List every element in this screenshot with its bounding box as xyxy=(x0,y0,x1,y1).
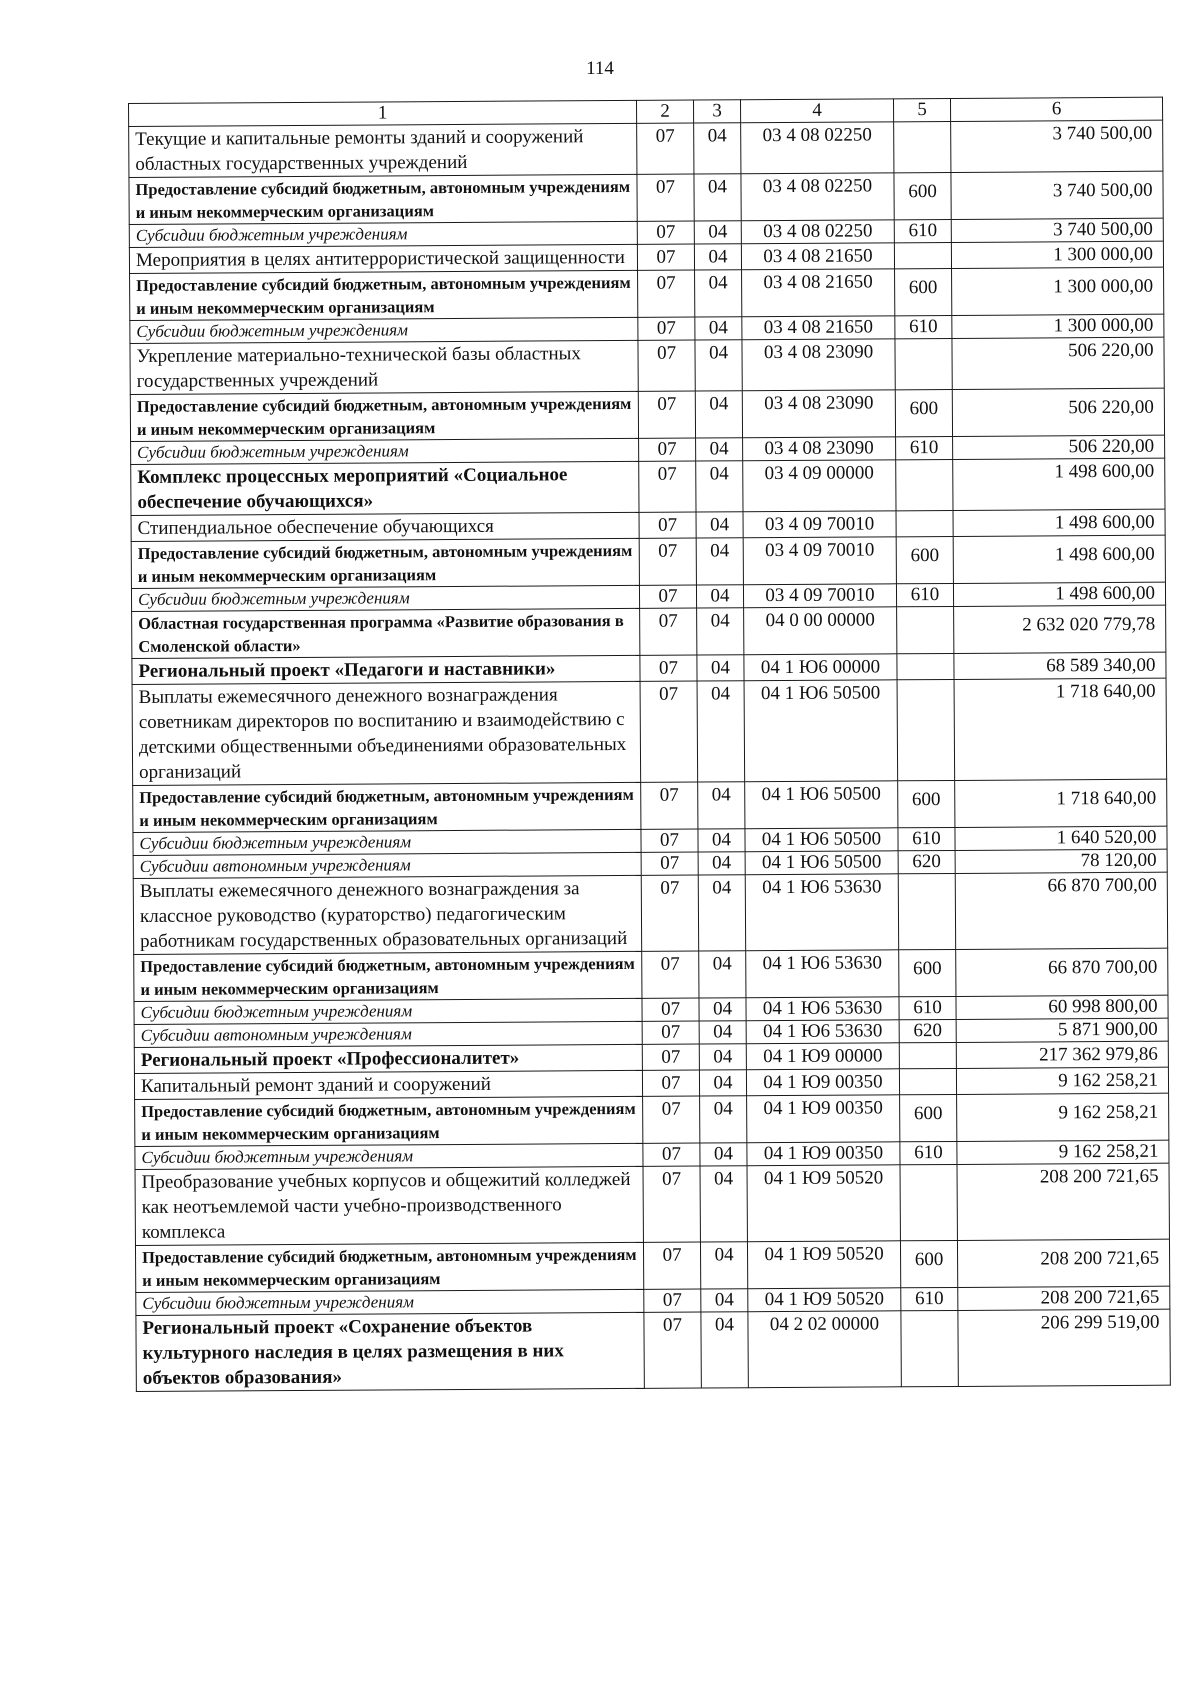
cell-expense-type: 600 xyxy=(895,268,952,315)
cell-expense-type: 620 xyxy=(899,1019,956,1042)
cell-expense-type: 610 xyxy=(894,219,951,242)
cell-subsection: 04 xyxy=(696,512,743,538)
cell-name: Субсидии бюджетным учреждениям xyxy=(135,1143,643,1169)
cell-target-article: 04 1 Ю9 50520 xyxy=(747,1241,900,1289)
cell-subsection: 04 xyxy=(699,951,746,998)
cell-name: Региональный проект «Профессионалитет» xyxy=(134,1044,642,1073)
cell-section: 07 xyxy=(644,1312,701,1388)
cell-amount: 60 998 800,00 xyxy=(956,995,1168,1019)
header-cell-expense-type: 5 xyxy=(893,98,950,121)
cell-amount: 1 300 000,00 xyxy=(952,314,1164,338)
cell-name: Текущие и капитальные ремонты зданий и сооружений областных государственных учреждений xyxy=(129,123,637,177)
cell-subsection: 04 xyxy=(694,174,741,221)
cell-target-article: 03 4 09 70010 xyxy=(743,584,896,608)
cell-amount: 506 220,00 xyxy=(952,388,1164,436)
cell-expense-type xyxy=(896,459,953,510)
cell-expense-type: 610 xyxy=(900,1141,957,1164)
cell-target-article: 03 4 09 70010 xyxy=(743,537,896,585)
cell-target-article: 03 4 08 21650 xyxy=(742,316,895,340)
cell-section: 07 xyxy=(637,221,694,244)
table-row xyxy=(135,1163,1169,1245)
cell-amount: 208 200 721,65 xyxy=(957,1239,1169,1287)
cell-amount: 3 740 500,00 xyxy=(951,218,1163,242)
cell-section: 07 xyxy=(642,998,699,1021)
cell-target-article: 03 4 08 23090 xyxy=(742,339,895,391)
cell-target-article: 04 1 Ю6 50500 xyxy=(744,680,898,782)
cell-name: Мероприятия в целях антитеррористической защищенности xyxy=(129,244,637,273)
cell-target-article: 03 4 08 02250 xyxy=(741,173,894,221)
cell-section: 07 xyxy=(644,1289,701,1312)
cell-name: Комплекс процессных мероприятий «Социальное обеспечение обучающихся» xyxy=(131,461,639,515)
cell-section: 07 xyxy=(643,1242,700,1289)
cell-expense-type: 610 xyxy=(896,583,953,606)
cell-section: 07 xyxy=(641,782,698,829)
cell-section: 07 xyxy=(643,1096,700,1143)
cell-expense-type xyxy=(900,1164,957,1240)
cell-expense-type xyxy=(897,606,954,653)
cell-section: 07 xyxy=(642,1021,699,1044)
cell-amount: 9 162 258,21 xyxy=(957,1140,1169,1164)
table-row xyxy=(133,779,1167,832)
cell-name: Региональный проект «Сохранение объектов культурного наследия в целях размещения в них объектов образования» xyxy=(136,1312,644,1391)
cell-subsection: 04 xyxy=(695,340,742,391)
cell-name: Областная государственная программа «Развитие образования в Смоленской области» xyxy=(132,608,640,658)
cell-target-article: 04 1 Ю6 53630 xyxy=(746,997,899,1021)
cell-subsection: 04 xyxy=(698,782,745,829)
table-body xyxy=(129,120,1171,1391)
cell-subsection: 04 xyxy=(695,317,742,340)
cell-name: Субсидии бюджетным учреждениям xyxy=(129,221,637,247)
cell-section: 07 xyxy=(637,174,694,221)
cell-target-article: 04 1 Ю6 53630 xyxy=(746,950,899,998)
cell-expense-type: 610 xyxy=(896,436,953,459)
cell-subsection: 04 xyxy=(699,1070,746,1096)
cell-subsection: 04 xyxy=(698,829,745,852)
header-cell-name: 1 xyxy=(129,100,637,126)
cell-target-article: 04 1 Ю9 00000 xyxy=(746,1043,899,1070)
cell-expense-type xyxy=(894,242,951,268)
cell-target-article: 04 1 Ю9 00350 xyxy=(746,1069,899,1096)
cell-subsection: 04 xyxy=(700,1242,747,1289)
cell-amount: 9 162 258,21 xyxy=(957,1093,1169,1141)
cell-name: Предоставление субсидий бюджетным, автономным учреждениям и иным некоммерческим организациям xyxy=(131,538,639,588)
cell-name: Предоставление субсидий бюджетным, автономным учреждениям и иным некоммерческим организациям xyxy=(129,174,637,224)
cell-subsection: 04 xyxy=(701,1312,748,1388)
header-cell-amount: 6 xyxy=(950,97,1162,121)
cell-expense-type xyxy=(896,510,953,536)
cell-section: 07 xyxy=(642,1070,699,1096)
cell-amount: 3 740 500,00 xyxy=(951,120,1163,172)
cell-section: 07 xyxy=(639,461,696,512)
cell-subsection: 04 xyxy=(695,270,742,317)
table-row xyxy=(131,535,1165,588)
cell-target-article: 03 4 08 21650 xyxy=(741,243,894,270)
cell-amount: 1 300 000,00 xyxy=(951,241,1163,268)
cell-section: 07 xyxy=(638,340,695,391)
header-cell-section: 2 xyxy=(636,100,693,123)
cell-name: Укрепление материально-технической базы областных государственных учреждений xyxy=(130,340,638,394)
cell-amount: 66 870 700,00 xyxy=(956,948,1168,996)
cell-amount: 208 200 721,65 xyxy=(957,1163,1169,1240)
budget-table xyxy=(128,97,1171,1392)
cell-expense-type: 600 xyxy=(895,389,952,436)
cell-name: Субсидии бюджетным учреждениям xyxy=(134,998,642,1024)
cell-subsection: 04 xyxy=(700,1166,747,1242)
cell-amount: 2 632 020 779,78 xyxy=(954,605,1166,653)
cell-subsection: 04 xyxy=(696,585,743,608)
cell-amount: 1 718 640,00 xyxy=(954,678,1167,780)
cell-target-article: 04 1 Ю9 00350 xyxy=(747,1142,900,1166)
cell-subsection: 04 xyxy=(699,998,746,1021)
cell-expense-type: 610 xyxy=(898,827,955,850)
table-row xyxy=(129,120,1163,177)
cell-section: 07 xyxy=(639,512,696,538)
cell-name: Субсидии автономным учреждениям xyxy=(133,852,641,878)
cell-expense-type: 600 xyxy=(900,1094,957,1141)
page-number: 114 xyxy=(586,58,614,79)
cell-subsection: 04 xyxy=(699,1044,746,1070)
cell-amount: 5 871 900,00 xyxy=(956,1018,1168,1042)
table-row xyxy=(134,948,1168,1001)
header-cell-subsection: 3 xyxy=(693,100,740,123)
cell-subsection: 04 xyxy=(700,1096,747,1143)
table-row xyxy=(131,458,1165,515)
cell-subsection: 04 xyxy=(700,1143,747,1166)
cell-section: 07 xyxy=(642,951,699,998)
cell-amount: 1 498 600,00 xyxy=(953,458,1165,510)
cell-amount: 66 870 700,00 xyxy=(955,872,1167,949)
cell-amount: 1 498 600,00 xyxy=(953,582,1165,606)
cell-expense-type: 610 xyxy=(899,996,956,1019)
table-row xyxy=(132,605,1166,658)
cell-amount: 506 220,00 xyxy=(952,337,1164,389)
cell-target-article: 04 2 02 00000 xyxy=(748,1311,901,1388)
cell-target-article: 04 1 Ю9 00350 xyxy=(747,1095,900,1143)
cell-section: 07 xyxy=(642,1044,699,1070)
cell-expense-type xyxy=(897,679,955,780)
header-cell-target-article: 4 xyxy=(740,99,893,123)
cell-name: Предоставление субсидий бюджетным, автономным учреждениям и иным некоммерческим организациям xyxy=(135,1242,643,1292)
cell-target-article: 03 4 08 21650 xyxy=(742,269,895,317)
cell-section: 07 xyxy=(641,852,698,875)
cell-expense-type: 600 xyxy=(900,1240,957,1287)
cell-expense-type: 600 xyxy=(899,949,956,996)
table-row xyxy=(130,388,1164,441)
cell-subsection: 04 xyxy=(694,221,741,244)
table-row xyxy=(130,337,1164,394)
cell-target-article: 04 1 Ю6 50500 xyxy=(745,828,898,852)
cell-section: 07 xyxy=(639,585,696,608)
cell-target-article: 04 1 Ю6 50500 xyxy=(745,851,898,875)
cell-subsection: 04 xyxy=(694,123,741,174)
cell-subsection: 04 xyxy=(696,438,743,461)
cell-section: 07 xyxy=(638,317,695,340)
cell-section: 07 xyxy=(641,875,698,951)
cell-target-article: 04 1 Ю6 50500 xyxy=(745,781,898,829)
cell-name: Субсидии бюджетным учреждениям xyxy=(131,438,639,464)
cell-target-article: 03 4 09 70010 xyxy=(743,511,896,538)
cell-amount: 206 299 519,00 xyxy=(958,1309,1170,1386)
cell-target-article: 04 1 Ю6 00000 xyxy=(744,654,897,681)
table-row xyxy=(135,1093,1169,1146)
cell-expense-type: 600 xyxy=(898,780,955,827)
cell-section: 07 xyxy=(640,681,698,782)
cell-section: 07 xyxy=(639,438,696,461)
cell-subsection: 04 xyxy=(701,1289,748,1312)
cell-name: Субсидии бюджетным учреждениям xyxy=(130,317,638,343)
cell-amount: 208 200 721,65 xyxy=(958,1286,1170,1310)
cell-name: Субсидии бюджетным учреждениям xyxy=(131,585,639,611)
cell-section: 07 xyxy=(638,391,695,438)
cell-name: Региональный проект «Педагоги и наставники» xyxy=(132,655,640,684)
cell-target-article: 04 1 Ю9 50520 xyxy=(748,1288,901,1312)
table-row xyxy=(129,171,1163,224)
cell-subsection: 04 xyxy=(695,391,742,438)
cell-section: 07 xyxy=(640,655,697,681)
cell-section: 07 xyxy=(643,1143,700,1166)
cell-target-article: 04 1 Ю6 53630 xyxy=(746,1020,899,1044)
cell-amount: 68 589 340,00 xyxy=(954,652,1166,679)
cell-section: 07 xyxy=(637,123,694,174)
cell-subsection: 04 xyxy=(698,875,745,951)
cell-expense-type xyxy=(894,121,951,172)
cell-target-article: 04 0 00 00000 xyxy=(744,607,897,655)
cell-expense-type: 600 xyxy=(894,172,951,219)
cell-amount: 217 362 979,86 xyxy=(956,1041,1168,1068)
cell-amount: 3 740 500,00 xyxy=(951,171,1163,219)
cell-amount: 1 300 000,00 xyxy=(952,267,1164,315)
cell-expense-type: 610 xyxy=(895,315,952,338)
cell-amount: 78 120,00 xyxy=(955,849,1167,873)
cell-name: Субсидии бюджетным учреждениям xyxy=(136,1289,644,1315)
cell-target-article: 03 4 08 02250 xyxy=(741,220,894,244)
cell-section: 07 xyxy=(640,608,697,655)
table-row xyxy=(133,872,1167,954)
cell-expense-type xyxy=(895,338,952,389)
cell-subsection: 04 xyxy=(696,538,743,585)
cell-expense-type xyxy=(899,1042,956,1068)
cell-subsection: 04 xyxy=(698,852,745,875)
cell-section: 07 xyxy=(641,829,698,852)
cell-subsection: 04 xyxy=(699,1021,746,1044)
cell-expense-type: 600 xyxy=(896,536,953,583)
cell-expense-type: 620 xyxy=(898,850,955,873)
cell-target-article: 03 4 09 00000 xyxy=(743,460,896,512)
cell-expense-type xyxy=(901,1310,958,1386)
cell-amount: 1 640 520,00 xyxy=(955,826,1167,850)
cell-name: Предоставление субсидий бюджетным, автономным учреждениям и иным некоммерческим организациям xyxy=(133,782,641,832)
cell-name: Предоставление субсидий бюджетным, автономным учреждениям и иным некоммерческим организациям xyxy=(135,1096,643,1146)
cell-subsection: 04 xyxy=(696,461,743,512)
cell-amount: 506 220,00 xyxy=(953,435,1165,459)
cell-amount: 9 162 258,21 xyxy=(956,1067,1168,1094)
cell-name: Преобразование учебных корпусов и общежитий колледжей как неотъемлемой части учебно-производственного комплекса xyxy=(135,1166,643,1245)
cell-amount: 1 498 600,00 xyxy=(953,535,1165,583)
cell-section: 07 xyxy=(637,244,694,270)
cell-name: Выплаты ежемесячного денежного вознаграждения за классное руководство (кураторство) педагогическим работникам государственных образовательных организаций xyxy=(133,875,641,954)
table-row xyxy=(136,1309,1170,1391)
cell-target-article: 03 4 08 23090 xyxy=(743,437,896,461)
cell-subsection: 04 xyxy=(697,681,745,782)
cell-name: Стипендиальное обеспечение обучающихся xyxy=(131,512,639,541)
cell-target-article: 04 1 Ю6 53630 xyxy=(745,874,898,951)
cell-expense-type xyxy=(897,653,954,679)
cell-target-article: 03 4 08 02250 xyxy=(741,122,894,174)
cell-name: Выплаты ежемесячного денежного вознаграждения советникам директоров по воспитанию и взаимодействию с детскими общественными объединениями образовательных организаций xyxy=(132,681,641,785)
cell-section: 07 xyxy=(639,538,696,585)
cell-target-article: 04 1 Ю9 50520 xyxy=(747,1165,900,1242)
cell-name: Субсидии бюджетным учреждениям xyxy=(133,829,641,855)
cell-subsection: 04 xyxy=(694,244,741,270)
cell-target-article: 03 4 08 23090 xyxy=(742,390,895,438)
cell-section: 07 xyxy=(643,1166,700,1242)
cell-name: Предоставление субсидий бюджетным, автономным учреждениям и иным некоммерческим организациям xyxy=(130,270,638,320)
table-row xyxy=(135,1239,1169,1292)
table-row xyxy=(132,678,1167,785)
cell-expense-type: 610 xyxy=(901,1287,958,1310)
cell-name: Предоставление субсидий бюджетным, автономным учреждениям и иным некоммерческим организациям xyxy=(134,951,642,1001)
cell-amount: 1 498 600,00 xyxy=(953,509,1165,536)
cell-expense-type xyxy=(899,1068,956,1094)
cell-expense-type xyxy=(898,873,955,949)
cell-name: Капитальный ремонт зданий и сооружений xyxy=(134,1070,642,1099)
cell-amount: 1 718 640,00 xyxy=(955,779,1167,827)
cell-name: Субсидии автономным учреждениям xyxy=(134,1021,642,1047)
cell-subsection: 04 xyxy=(697,655,744,681)
cell-subsection: 04 xyxy=(697,608,744,655)
table-row xyxy=(130,267,1164,320)
cell-section: 07 xyxy=(638,270,695,317)
cell-name: Предоставление субсидий бюджетным, автономным учреждениям и иным некоммерческим организациям xyxy=(130,391,638,441)
